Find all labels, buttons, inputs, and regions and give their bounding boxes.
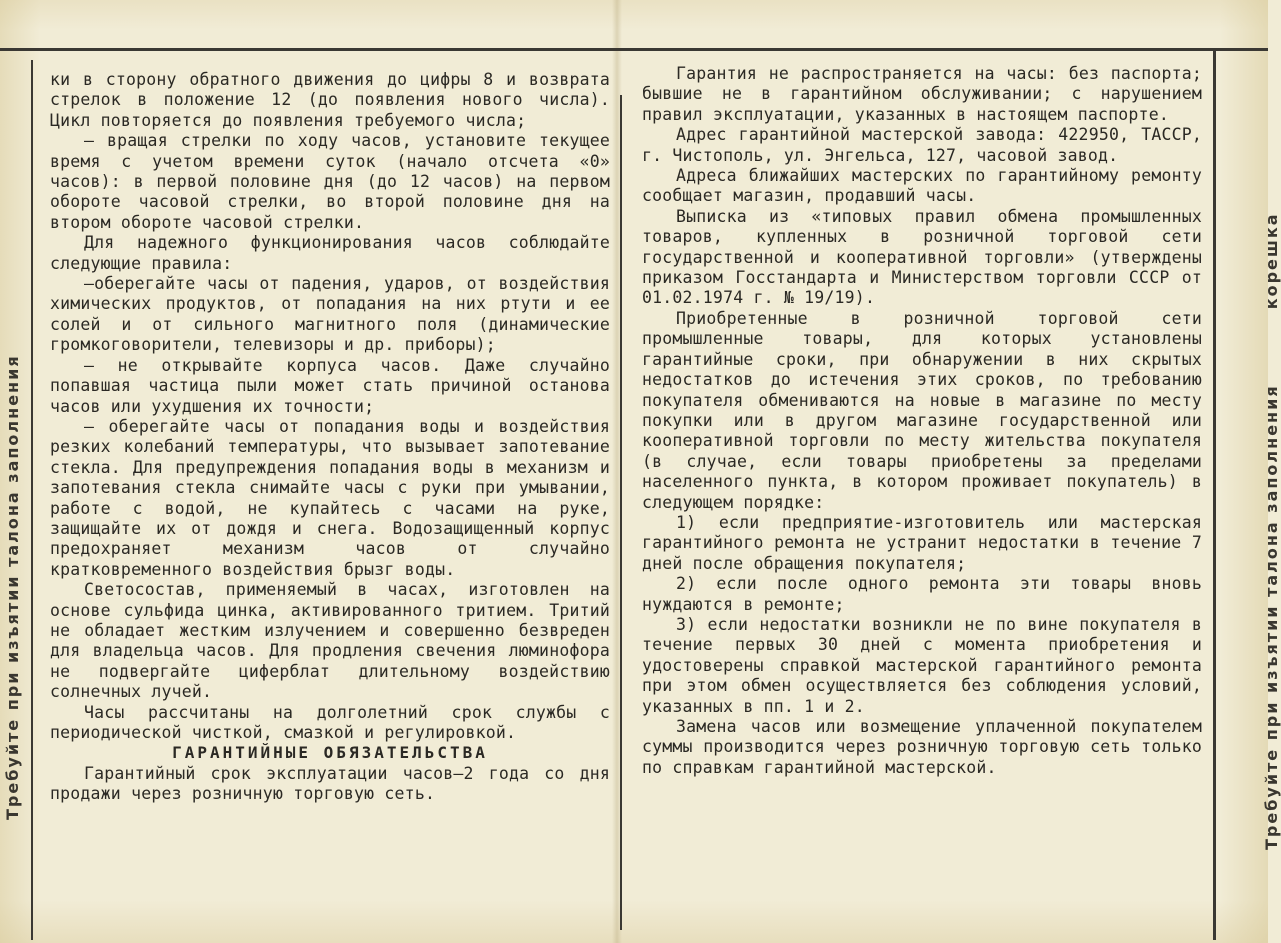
- paragraph: Часы рассчитаны на долголетний срок службы с периодической чисткой, смазкой и регулировкой.: [50, 702, 610, 742]
- paragraph: — не открывайте корпуса часов. Даже случайно попавшая частица пыли может стать причиной останова часов или ухудшения их точности;: [50, 355, 610, 416]
- paragraph: Светосостав, применяемый в часах, изготовлен на основе сульфида цинка, активированного тритием. Тритий не обладает жестким излучением и совершенно безвреден для владельца часов. Для продления свечения люминофора не подвергайте циферблат длительному воздействию солнечных лучей.: [50, 580, 610, 702]
- right-side-label-tail: корешка: [1262, 212, 1281, 310]
- paragraph: 2) если после одного ремонта эти товары вновь нуждаются в ремонте;: [642, 574, 1202, 614]
- paragraph: 3) если недостатки возникли не по вине покупателя в течение первых 30 дней с момента приобретения и удостоверены справкой мастерской гарантийного ремонта при этом обмен осуществляется без соблюдения условий, указанных в пп. 1 и 2.: [642, 614, 1202, 716]
- right-side-label: [1262, 212, 1281, 850]
- paragraph: —оберегайте часы от падения, ударов, от воздействия химических продуктов, от попадания на них ртути и ее солей и от сильного магнитного поля (динамические громкоговорители, телевизоры и др. приборы);: [50, 274, 610, 355]
- left-side-label: [3, 354, 22, 820]
- section-heading: ГАРАНТИЙНЫЕ ОБЯЗАТЕЛЬСТВА: [172, 743, 488, 763]
- right-text-column: [642, 64, 1202, 778]
- right-side-label-main: Требуйте при изъятии талона заполнения: [1262, 384, 1281, 850]
- left-rule: [31, 60, 33, 940]
- paragraph: — оберегайте часы от попадания воды и воздействия резких колебаний температуры, что вызывает запотевание стекла. Для предупреждения попадания воды в механизм и запотевания стекла снимайте часы с руки при умывании, работе с водой, не купайтесь с часами на руке, защищайте их от дождя и снега. Водозащищенный корпус предохраняет механизм часов от случайно кратковременного воздействия брызг воды.: [50, 416, 610, 579]
- paragraph: Гарантийный срок эксплуатации часов—2 года со дня продажи через розничную торговую сеть.: [50, 763, 610, 804]
- paragraph: 1) если предприятие-изготовитель или мастерская гарантийного ремонта не устранит недостатки в течение 7 дней после обращения покупателя;: [642, 512, 1202, 573]
- top-rule: [0, 48, 1268, 51]
- paragraph: Замена часов или возмещение уплаченной покупателем суммы производится через розничную торговую сеть только по справкам гарантийной мастерской.: [642, 717, 1202, 777]
- paragraph: Приобретенные в розничной торговой сети промышленные товары, для которых установлены гарантийные сроки, при обнаружении в них скрытых недостатков до истечения этих сроков, по требованию покупателя обмениваются на новые в магазине по месту покупки или в другом магазине государственной или кооперативной торговли по месту жительства покупателя (в случае, если товары приобретены за пределами населенного пункта, в котором проживает покупатель) в следующем порядке:: [642, 308, 1202, 512]
- left-text-column: [50, 70, 610, 805]
- paragraph: Гарантия не распространяется на часы: без паспорта; бывшие не в гарантийном обслуживании; с нарушением правил эксплуатации, указанных в настоящем паспорте.: [642, 64, 1202, 124]
- paragraph: Адреса ближайших мастерских по гарантийному ремонту сообщает магазин, продавший часы.: [642, 166, 1202, 206]
- paragraph: ки в сторону обратного движения до цифры 8 и возврата стрелок в положение 12 (до появления нового числа). Цикл повторяется до появления требуемого числа;: [50, 70, 610, 130]
- middle-rule: [620, 95, 622, 930]
- right-rule: [1213, 50, 1216, 940]
- paragraph: — вращая стрелки по ходу часов, установите текущее время с учетом времени суток (начало отсчета «0» часов): в первой половине дня (до 12 часов) на первом обороте часовой стрелки, во второй половине дня на втором обороте часовой стрелки.: [50, 131, 610, 232]
- paragraph: Для надежного функционирования часов соблюдайте следующие правила:: [50, 233, 610, 273]
- paragraph: Выписка из «типовых правил обмена промышленных товаров, купленных в розничной торговой сети государственной и кооперативной торговли» (утверждены приказом Госстандарта и Министерством торговли СССР от 01.02.1974 г. № 19/19).: [642, 206, 1202, 308]
- left-side-label-text: Требуйте при изъятии талона заполнения: [3, 354, 22, 820]
- paragraph: Адрес гарантийной мастерской завода: 422950, ТАССР, г. Чистополь, ул. Энгельса, 127, часовой завод.: [642, 125, 1202, 165]
